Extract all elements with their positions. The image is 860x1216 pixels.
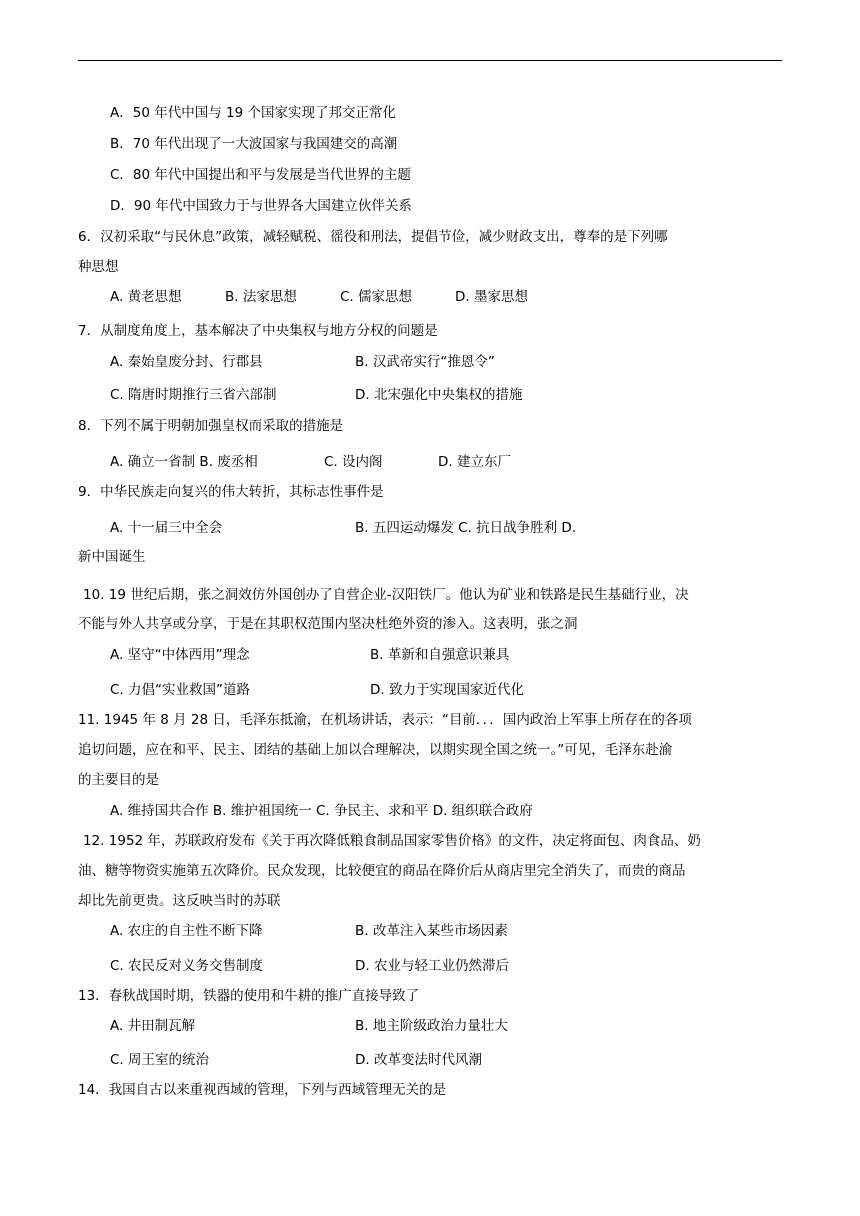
header-rule — [78, 60, 782, 61]
q13-option-d: D. 改革变法时代风潮 — [355, 1052, 482, 1068]
q7-option-d: D. 北宋强化中央集权的措施 — [355, 387, 523, 403]
q6-stem-line2: 种思想 — [78, 259, 119, 275]
q6-stem-line1: 6．汉初采取“与民休息”政策，减轻赋税、徭役和刑法，提倡节俭，减少财政支出，尊奉的是下列哪 — [78, 229, 668, 245]
q10-stem-line1: 10. 19 世纪后期，张之洞效仿外国创办了自营企业-汉阳铁厂。他认为矿业和铁路是民生基础行业，决 — [83, 587, 689, 603]
q6-option-b: B. 法家思想 — [225, 289, 297, 305]
q5-option-b: B．70 年代出现了一大波国家与我国建交的高潮 — [110, 136, 398, 152]
q6-option-c: C. 儒家思想 — [340, 289, 413, 305]
q5-option-a: A．50 年代中国与 19 个国家实现了邦交正常化 — [110, 105, 396, 121]
q8-option-c: C. 设内阁 — [324, 454, 383, 470]
q11-stem-line2: 追切问题，应在和平、民主、团结的基础上加以合理解决，以期实现全国之统一。”可见，毛泽东赴渝 — [78, 742, 673, 758]
q9-stem: 9．中华民族走向复兴的伟大转折，其标志性事件是 — [78, 484, 384, 500]
q13-option-a: A. 井田制瓦解 — [110, 1018, 196, 1034]
q6-option-d: D. 墨家思想 — [455, 289, 528, 305]
q7-stem: 7．从制度角度上，基本解决了中央集权与地方分权的问题是 — [78, 323, 438, 339]
q6-option-a: A. 黄老思想 — [110, 289, 182, 305]
q12-option-c: C. 农民反对义务交售制度 — [110, 958, 264, 974]
q12-stem-line3: 却比先前更贵。这反映当时的苏联 — [78, 893, 281, 909]
q12-stem-line2: 油、糖等物资实施第五次降价。民众发现，比较便宜的商品在降价后从商店里完全消失了，而贵的商品 — [78, 863, 686, 879]
q9-options-bcd: B. 五四运动爆发 C. 抗日战争胜利 D. — [355, 520, 577, 536]
q12-stem-line1: 12. 1952 年，苏联政府发布《关于再次降低粮食制品国家零售价格》的文件，决定将面包、肉食品、奶 — [83, 833, 701, 849]
q10-option-a: A. 坚守“中体西用”理念 — [110, 647, 250, 663]
q12-option-d: D. 农业与轻工业仍然滞后 — [355, 958, 509, 974]
q7-option-b: B. 汉武帝实行“推恩令” — [355, 354, 495, 370]
q7-option-c: C. 隋唐时期推行三省六部制 — [110, 387, 277, 403]
q13-option-b: B. 地主阶级政治力量壮大 — [355, 1018, 508, 1034]
q13-option-c: C. 周王室的统治 — [110, 1052, 210, 1068]
q10-option-b: B. 革新和自强意识兼具 — [370, 647, 510, 663]
q10-stem-line2: 不能与外人共享或分享，于是在其职权范围内坚决杜绝外资的渗入。这表明，张之洞 — [78, 616, 578, 632]
q5-option-d: D．90 年代中国致力于与世界各大国建立伙伴关系 — [110, 198, 412, 214]
q11-stem-line1: 11. 1945 年 8 月 28 日，毛泽东抵渝，在机场讲话，表示：“目前．．．国内政治上军事上所存在的各项 — [78, 712, 692, 728]
q12-option-b: B. 改革注入某些市场因素 — [355, 923, 508, 939]
q8-option-d: D. 建立东厂 — [438, 454, 511, 470]
q5-option-c: C．80 年代中国提出和平与发展是当代世界的主题 — [110, 167, 411, 183]
q8-options-ab: A. 确立一省制 B. 废丞相 — [110, 454, 258, 470]
q12-option-a: A. 农庄的自主性不断下降 — [110, 923, 263, 939]
q11-stem-line3: 的主要目的是 — [78, 772, 159, 788]
q10-option-c: C. 力倡“实业救国”道路 — [110, 682, 250, 698]
q8-stem: 8．下列不属于明朝加强皇权而采取的措施是 — [78, 418, 344, 434]
q11-options: A. 维持国共合作 B. 维护祖国统一 C. 争民主、求和平 D. 组织联合政府 — [110, 803, 533, 819]
q7-option-a: A. 秦始皇废分封、行郡县 — [110, 354, 263, 370]
q10-option-d: D. 致力于实现国家近代化 — [370, 682, 524, 698]
q13-stem: 13．春秋战国时期，铁器的使用和牛耕的推广直接导致了 — [78, 988, 420, 1004]
q9-option-d-wrap: 新中国诞生 — [78, 549, 146, 565]
q14-stem: 14．我国自古以来重视西域的管理，下列与西域管理无关的是 — [78, 1082, 447, 1098]
q9-option-a: A. 十一届三中全会 — [110, 520, 223, 536]
